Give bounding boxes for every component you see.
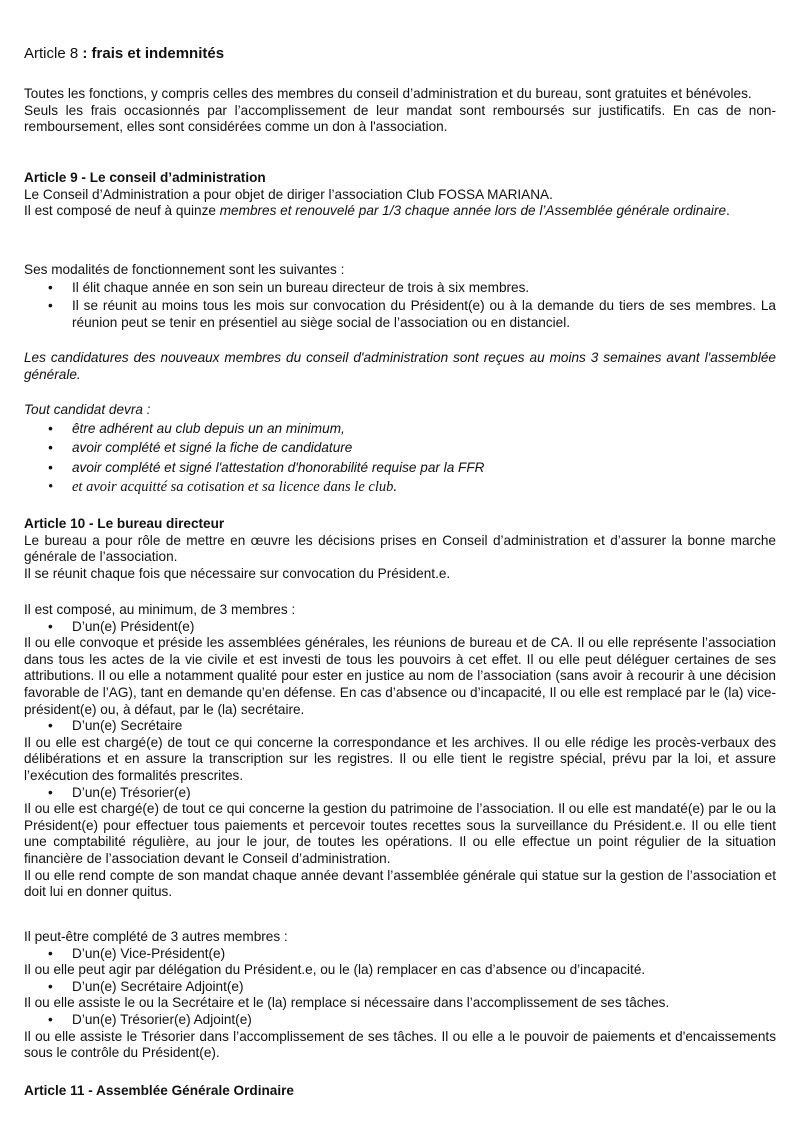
article-10-heading: Article 10 - Le bureau directeur bbox=[24, 516, 225, 531]
role-tresorier-desc: Il ou elle est chargé(e) de tout ce qui concerne la gestion du patrimoine de l’association. Il ou elle est mandaté(e) par le ou la Président(e) pour effectuer tous paiements et percevoir toutes recettes sous la surveillance du Président.e. Il ou elle tient une comptabilité régulière, au jour le jour, de toutes les opérations. Il ou elle effectue un point régulier de la situation financière de l’association devant le Conseil d’administration. bbox=[24, 801, 776, 866]
role-secretaire-adjoint-label: • D’un(e) Secrétaire Adjoint(e) bbox=[24, 979, 776, 996]
article-11-section bbox=[24, 1083, 776, 1100]
article-8-paragraph-2: Seuls les frais occasionnés par l’accomplissement de leur mandat sont remboursés sur justificatifs. En cas de non-remboursement, elles sont considérées comme un don à l'association. bbox=[24, 102, 776, 135]
article-9-paragraph-1: Le Conseil d’Administration a pour objet de diriger l’association Club FOSSA MARIANA. bbox=[24, 186, 553, 202]
article-9-conditions bbox=[24, 402, 776, 496]
role-vice-president-desc: Il ou elle peut agir par délégation du Président.e, ou le (la) remplacer en cas d’absence ou d’incapacité. bbox=[24, 962, 646, 978]
article-8-paragraph-1: Toutes les fonctions, y compris celles des membres du conseil d’administration et du bureau, sont gratuites et bénévoles. bbox=[24, 86, 752, 101]
role-vice-president-label: • D’un(e) Vice-Président(e) bbox=[24, 946, 776, 963]
role-secretaire-label: • D’un(e) Secrétaire bbox=[24, 718, 776, 735]
list-item: • avoir complété et signé l'attestation d'honorabilité requise par la FFR bbox=[24, 460, 776, 477]
list-item: • être adhérent au club depuis un an minimum, bbox=[24, 421, 776, 438]
article-8-body bbox=[24, 86, 776, 136]
modalites-list bbox=[24, 280, 776, 332]
candidatures-paragraph: Les candidatures des nouveaux membres du conseil d'administration sont reçues au moins 3 semaines avant l'assemblée générale. bbox=[24, 350, 776, 382]
composition-intro: Il est composé, au minimum, de 3 membres : bbox=[24, 602, 296, 617]
article-8-heading bbox=[24, 46, 776, 63]
article-10-section bbox=[24, 516, 776, 582]
article-11-heading: Article 11 - Assemblée Générale Ordinaire bbox=[24, 1083, 294, 1098]
article-10-extra-members bbox=[24, 929, 776, 1062]
article-8-prefix: Article 8 bbox=[24, 45, 79, 62]
role-tresorier-label: • D’un(e) Trésorier(e) bbox=[24, 785, 776, 802]
candidat-intro: Tout candidat devra : bbox=[24, 402, 151, 417]
list-item: • Il se réunit au moins tous les mois sur convocation du Président(e) ou à la demande du tiers de ses membres. La réunion peut se tenir en présentiel au siège social de l’association ou en distanciel. bbox=[24, 298, 776, 331]
article-8-title: : frais et indemnités bbox=[78, 45, 225, 62]
conditions-list bbox=[24, 421, 776, 496]
article-10-paragraph-2: Il se réunit chaque fois que nécessaire sur convocation du Président.e. bbox=[24, 565, 451, 581]
list-item: • avoir complété et signé la fiche de candidature bbox=[24, 440, 776, 457]
article-9-candidatures bbox=[24, 350, 776, 383]
role-president-label: • D’un(e) Président(e) bbox=[24, 619, 776, 636]
role-tresorier-desc-2: Il ou elle rend compte de son mandat chaque année devant l’assemblée générale qui statue sur la gestion de l’association et doit lui en donner quitus. bbox=[24, 867, 776, 900]
role-secretaire-desc: Il ou elle est chargé(e) de tout ce qui concerne la correspondance et les archives. Il ou elle rédige les procès-verbaux des délibérations et en assure la transcription sur les registres. Il ou elle tient le registre spécial, prévu par la loi, et assure l’exécution des formalités prescrites. bbox=[24, 734, 776, 783]
list-item: • Il élit chaque année en son sein un bureau directeur de trois à six membres. bbox=[24, 280, 776, 297]
role-secretaire-adjoint-desc: Il ou elle assiste le ou la Secrétaire et le (la) remplace si nécessaire dans l’accomplissement de ses tâches. bbox=[24, 995, 670, 1011]
article-9-paragraph-2: Il est composé de neuf à quinze membres et renouvelé par 1/3 chaque année lors de l’Assemblée générale ordinaire. bbox=[24, 203, 730, 219]
role-president-desc: Il ou elle convoque et préside les assemblées générales, les réunions de bureau et de CA. Il ou elle représente l’association dans tous les actes de la vie civile et est investi de tous les pouvoirs à cet effet. Il ou elle peut déléguer certaines de ses attributions. Il ou elle a notamment qualité pour ester en justice au nom de l’association (sans avoir à recourir à une décision favorable de l’AG), tant en demande qu’en défense. En cas d’absence ou d’incapacité, Il ou elle est remplacé par le (la) vice-président(e) ou, à défaut, par le (la) secrétaire. bbox=[24, 635, 776, 717]
article-10-composition bbox=[24, 602, 776, 901]
extra-intro: Il peut-être complété de 3 autres membres : bbox=[24, 929, 288, 944]
article-9-modalites bbox=[24, 262, 776, 331]
article-9-section bbox=[24, 170, 776, 220]
article-10-paragraph-1: Le bureau a pour rôle de mettre en œuvre les décisions prises en Conseil d’administration et d’assurer la bonne marche générale de l’association. bbox=[24, 532, 776, 565]
modalites-intro: Ses modalités de fonctionnement sont les suivantes : bbox=[24, 262, 345, 277]
list-item: • et avoir acquitté sa cotisation et sa licence dans le club. bbox=[24, 479, 776, 496]
role-tresorier-adjoint-label: • D’un(e) Trésorier(e) Adjoint(e) bbox=[24, 1012, 776, 1029]
article-9-heading: Article 9 - Le conseil d’administration bbox=[24, 170, 266, 185]
role-tresorier-adjoint-desc: Il ou elle assiste le Trésorier dans l’accomplissement de ses tâches. Il ou elle a le pouvoir de paiements et d'encaissements sous le contrôle du Président(e). bbox=[24, 1028, 776, 1061]
